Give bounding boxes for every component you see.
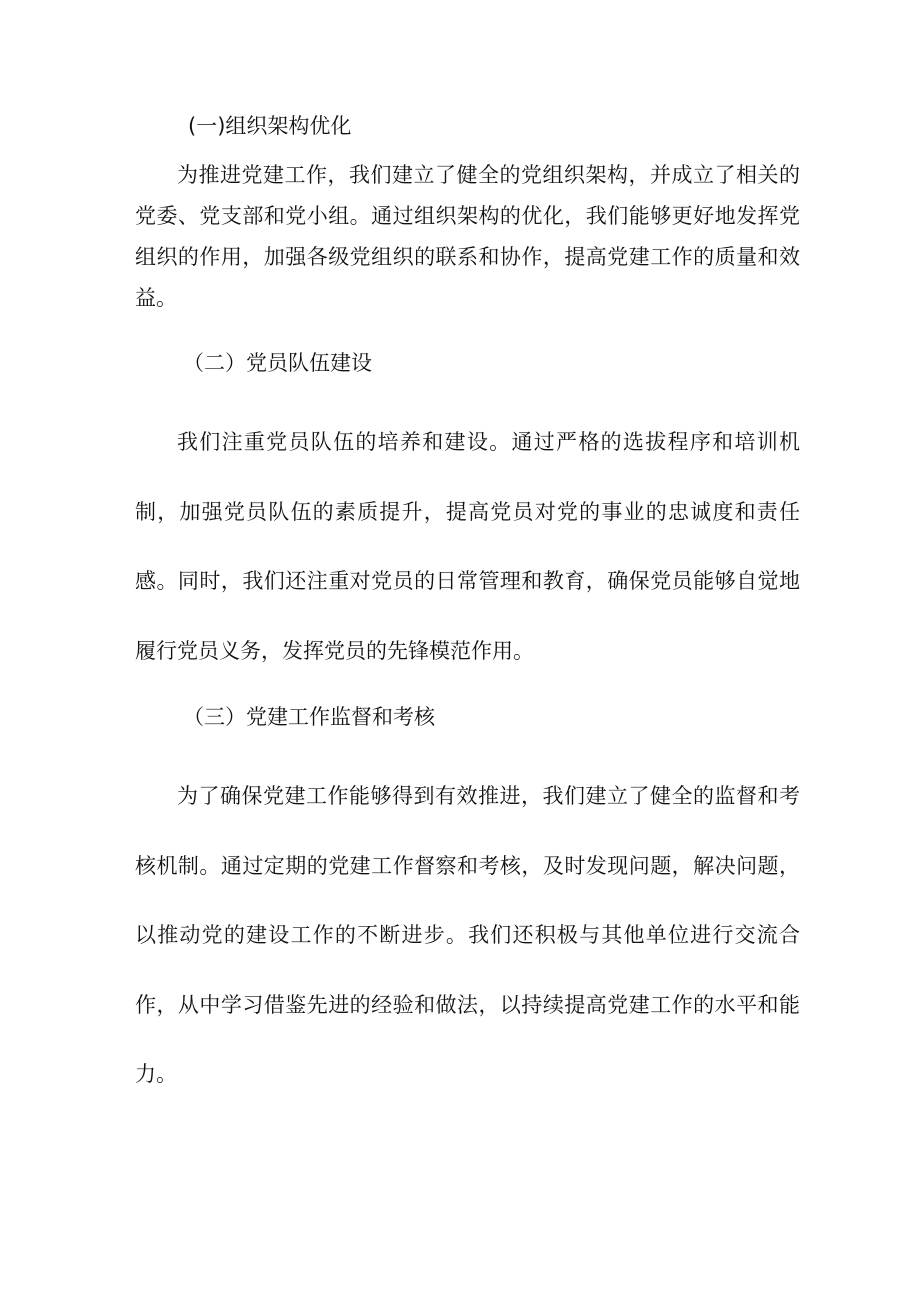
section-body-2: 我们注重党员队伍的培养和建设。通过严格的选拔程序和培训机制，加强党员队伍的素质提升，提高党员对党的事业的忠诚度和责任感。同时，我们还注重对党员的日常管理和教育，确保党员能够自觉地履行党员义务，发挥党员的先锋模范作用。 [135, 430, 800, 663]
section-heading-3: （三）党建工作监督和考核 [183, 705, 435, 729]
section-heading-2: （二）党员队伍建设 [183, 351, 372, 375]
section-heading-1: (一)组织架构优化 [188, 114, 352, 138]
section-body-1: 为推进党建工作，我们建立了健全的党组织架构，并成立了相关的党委、党支部和党小组。通过组织架构的优化，我们能够更好地发挥党组织的作用，加强各级党组织的联系和协作，提高党建工作的质量和效益。 [135, 163, 800, 310]
section-body-3: 为了确保党建工作能够得到有效推进，我们建立了健全的监督和考核机制。通过定期的党建工作督察和考核，及时发现问题，解决问题，以推动党的建设工作的不断进步。我们还积极与其他单位进行交流合作，从中学习借鉴先进的经验和做法，以持续提高党建工作的水平和能力。 [135, 784, 800, 1086]
